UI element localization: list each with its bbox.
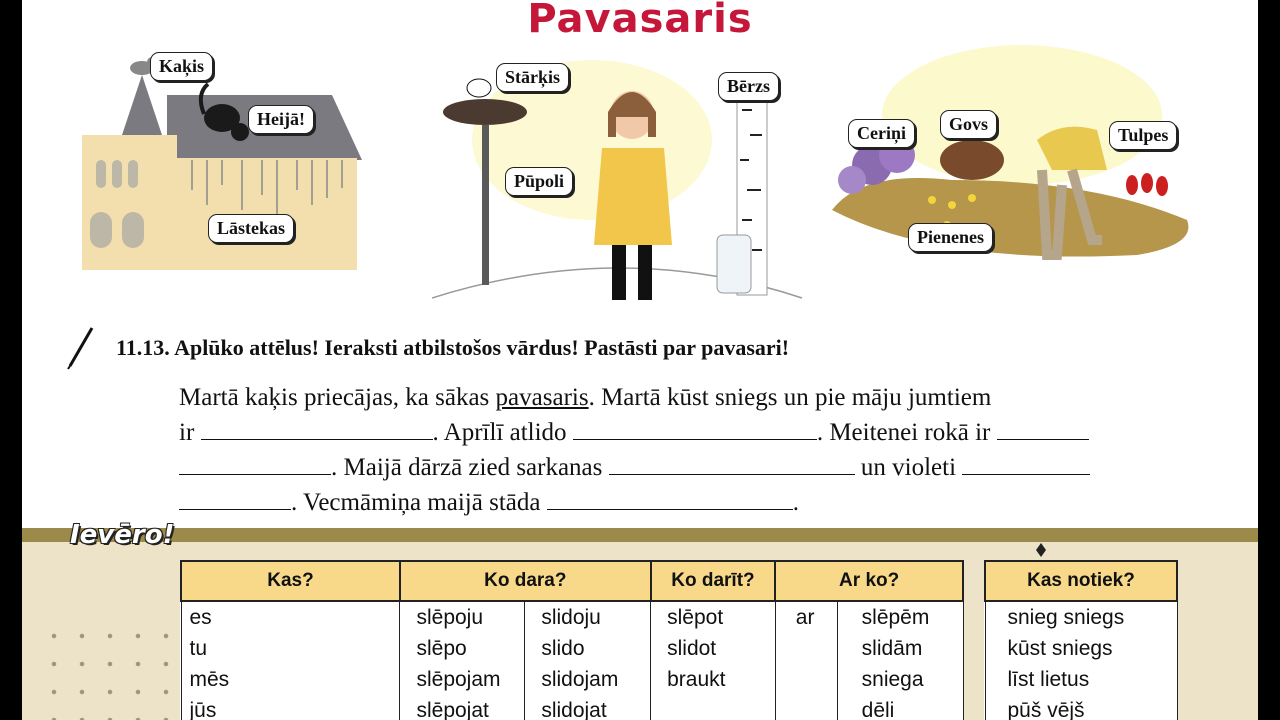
table-row: kūst sniegs [985,633,1177,664]
table-row: snieg sniegs [985,601,1177,633]
answer-blank-2[interactable] [573,417,817,440]
answer-blank-3a[interactable] [997,417,1089,440]
table-row: pūš vējš [985,695,1177,720]
garden-illustration [822,40,1202,275]
label-tulpes: Tulpes [1109,121,1177,150]
answer-blank-6[interactable] [547,487,793,510]
header-ko-dara: Ko dara? [400,561,651,601]
paragraph-line-2: ir . Aprīlī atlido . Meitenei rokā ir [179,415,1179,450]
task-paragraph [179,380,1179,520]
header-ar-ko: Ar ko? [775,561,963,601]
answer-blank-1[interactable] [201,417,433,440]
label-govs: Govs [940,110,997,139]
header-kas: Kas? [181,561,400,601]
band-top-stripe [22,528,1258,542]
worksheet-page [22,0,1258,720]
answer-blank-3b[interactable] [179,452,331,475]
example-answer: pavasaris [495,384,589,411]
paragraph-line-1: Martā kaķis priecājas, ka sākas pavasaris. Martā kūst sniegs un pie māju jumtiem [179,384,992,411]
table-row: es slēpoju slidoju slēpot ar slēpēm [181,601,963,633]
paragraph-line-4: . Vecmāmiņa maijā stāda . [179,485,1179,520]
label-pupoli: Pūpoli [505,167,573,196]
label-lastekas: Lāstekas [208,214,294,243]
table-row: tu slēpo slido slidot slidām [181,633,963,664]
paragraph-line-3: . Maijā dārzā zied sarkanas un violeti [179,450,1179,485]
answer-blank-5b[interactable] [179,487,291,510]
label-kakis: Kaķis [150,52,213,81]
answer-blank-4[interactable] [609,452,855,475]
header-ko-darit: Ko darīt? [651,561,776,601]
table-row: mēs slēpojam slidojam braukt sniega [181,664,963,695]
answer-blank-5a[interactable] [962,452,1090,475]
table-row: jūs slēpojat slidojat dēli [181,695,963,720]
pencil-icon [66,326,96,370]
dot-pattern [40,622,170,720]
grammar-table-header [181,561,963,601]
task-heading: 11.13. Aplūko attēlus! Ieraksti atbilstošos vārdus! Pastāsti par pavasari! [116,335,790,360]
label-cerini: Ceriņi [848,119,915,148]
table-row: līst lietus [985,664,1177,695]
label-pienenes: Pienenes [908,223,993,252]
ievero-heading: Ievēro! [70,520,175,550]
pen-nib-icon [1034,542,1048,558]
events-table [984,560,1178,720]
header-kas-notiek: Kas notiek? [985,561,1177,601]
label-starkis: Stārķis [496,63,569,92]
grammar-table [180,560,964,720]
page-title: Pavasaris [527,0,753,42]
label-heija: Heijā! [248,105,314,134]
label-berzs: Bērzs [718,72,779,101]
